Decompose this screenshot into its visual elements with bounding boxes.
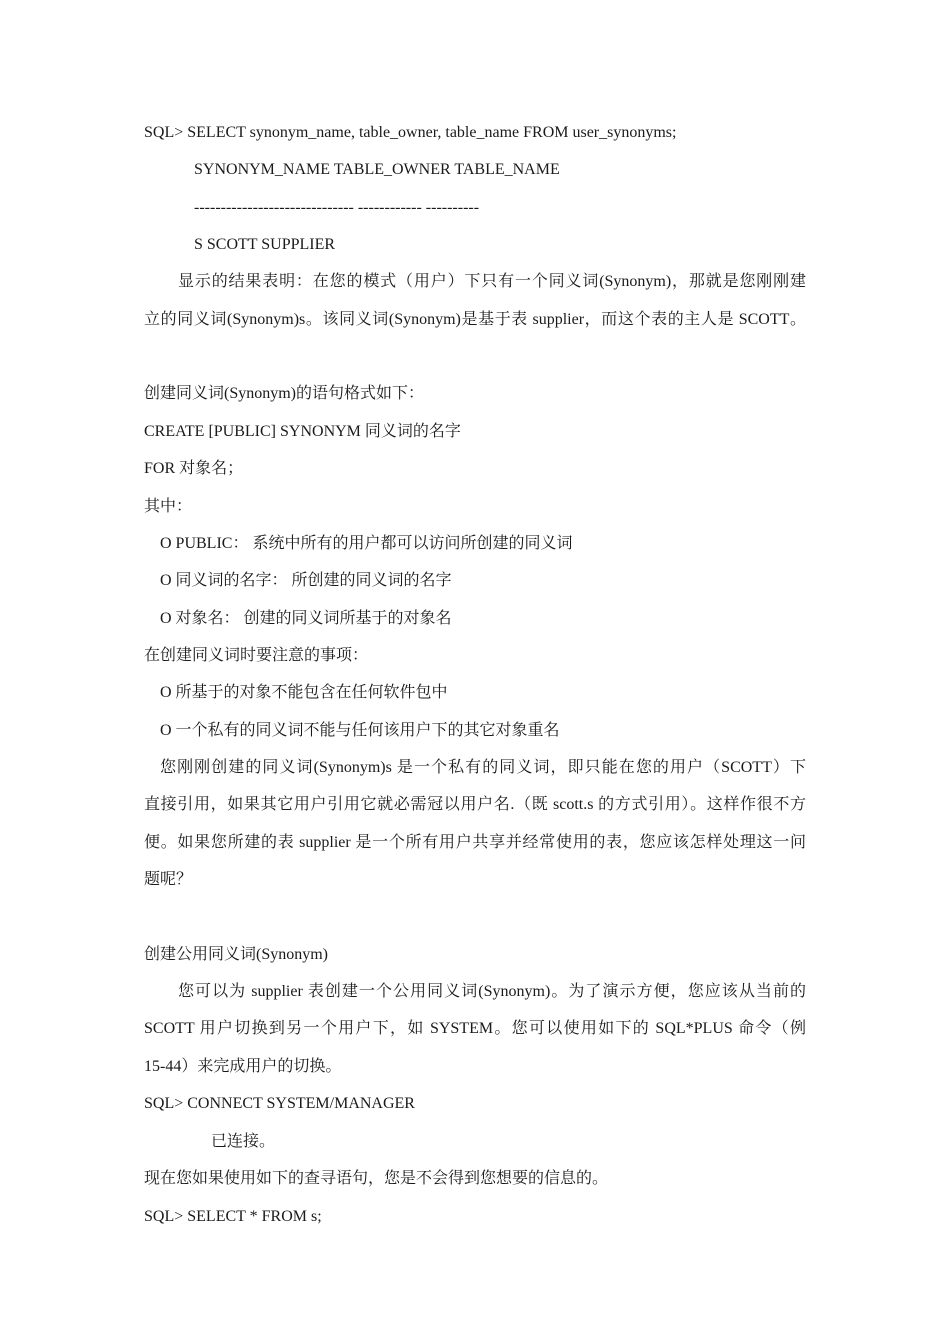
paragraph-public-line-3: 15-44）来完成用户的切换。 <box>144 1058 342 1075</box>
paragraph-result-line-2: 立的同义词(Synonym)s。该同义词(Synonym)是基于表 supplier，而这个表的主人是 SCOTT。 <box>144 311 806 328</box>
paragraph-public-line-2: SCOTT 用户切换到另一个用户下，如 SYSTEM。您可以使用如下的 SQL*PLUS 命令（例 <box>144 1020 806 1037</box>
connected-message: 已连接。 <box>211 1133 276 1150</box>
list-item-object-name: O 对象名： 创建的同义词所基于的对象名 <box>160 610 452 627</box>
list-item-public: O PUBLIC： 系统中所有的用户都可以访问所创建的同义词 <box>160 535 573 552</box>
paragraph-query-note: 现在您如果使用如下的查寻语句，您是不会得到您想要的信息的。 <box>144 1170 609 1187</box>
section-heading-create-syntax: 创建同义词(Synonym)的语句格式如下： <box>144 385 425 402</box>
section-heading-public-synonym: 创建公用同义词(Synonym) <box>144 946 329 963</box>
where-label: 其中： <box>144 498 193 515</box>
paragraph-result-line-1: 显示的结果表明：在您的模式（用户）下只有一个同义词(Synonym)，那就是您刚刚建 <box>178 273 806 290</box>
result-header: SYNONYM_NAME TABLE_OWNER TABLE_NAME <box>194 161 560 178</box>
paragraph-private-line-3: 便。如果您所建的表 supplier 是一个所有用户共享并经常使用的表，您应该怎样处理这一问 <box>144 834 806 851</box>
list-item-note-2: O 一个私有的同义词不能与任何该用户下的其它对象重名 <box>160 722 560 739</box>
sql-connect-command: SQL> CONNECT SYSTEM/MANAGER <box>144 1095 415 1112</box>
result-separator: ------------------------------ ------------ ---------- <box>194 199 480 216</box>
list-item-note-1: O 所基于的对象不能包含在任何软件包中 <box>160 684 448 701</box>
syntax-line-create: CREATE [PUBLIC] SYNONYM 同义词的名字 <box>144 423 461 440</box>
paragraph-public-line-1: 您可以为 supplier 表创建一个公用同义词(Synonym)。为了演示方便，您应该从当前的 <box>178 983 806 1000</box>
paragraph-private-line-2: 直接引用，如果其它用户引用它就必需冠以用户名.（既 scott.s 的方式引用）。这样作很不方 <box>144 796 806 813</box>
sql-select-from-s: SQL> SELECT * FROM s; <box>144 1208 322 1225</box>
result-row: S SCOTT SUPPLIER <box>194 236 336 253</box>
notes-heading: 在创建同义词时要注意的事项： <box>144 647 369 664</box>
paragraph-private-line-1: 您刚刚创建的同义词(Synonym)s 是一个私有的同义词，即只能在您的用户（SCOTT）下 <box>160 759 806 776</box>
list-item-synonym-name: O 同义词的名字： 所创建的同义词的名字 <box>160 572 452 589</box>
sql-select-synonyms: SQL> SELECT synonym_name, table_owner, table_name FROM user_synonyms; <box>144 124 677 141</box>
syntax-line-for: FOR 对象名； <box>144 460 244 477</box>
paragraph-private-line-4: 题呢？ <box>144 871 193 888</box>
